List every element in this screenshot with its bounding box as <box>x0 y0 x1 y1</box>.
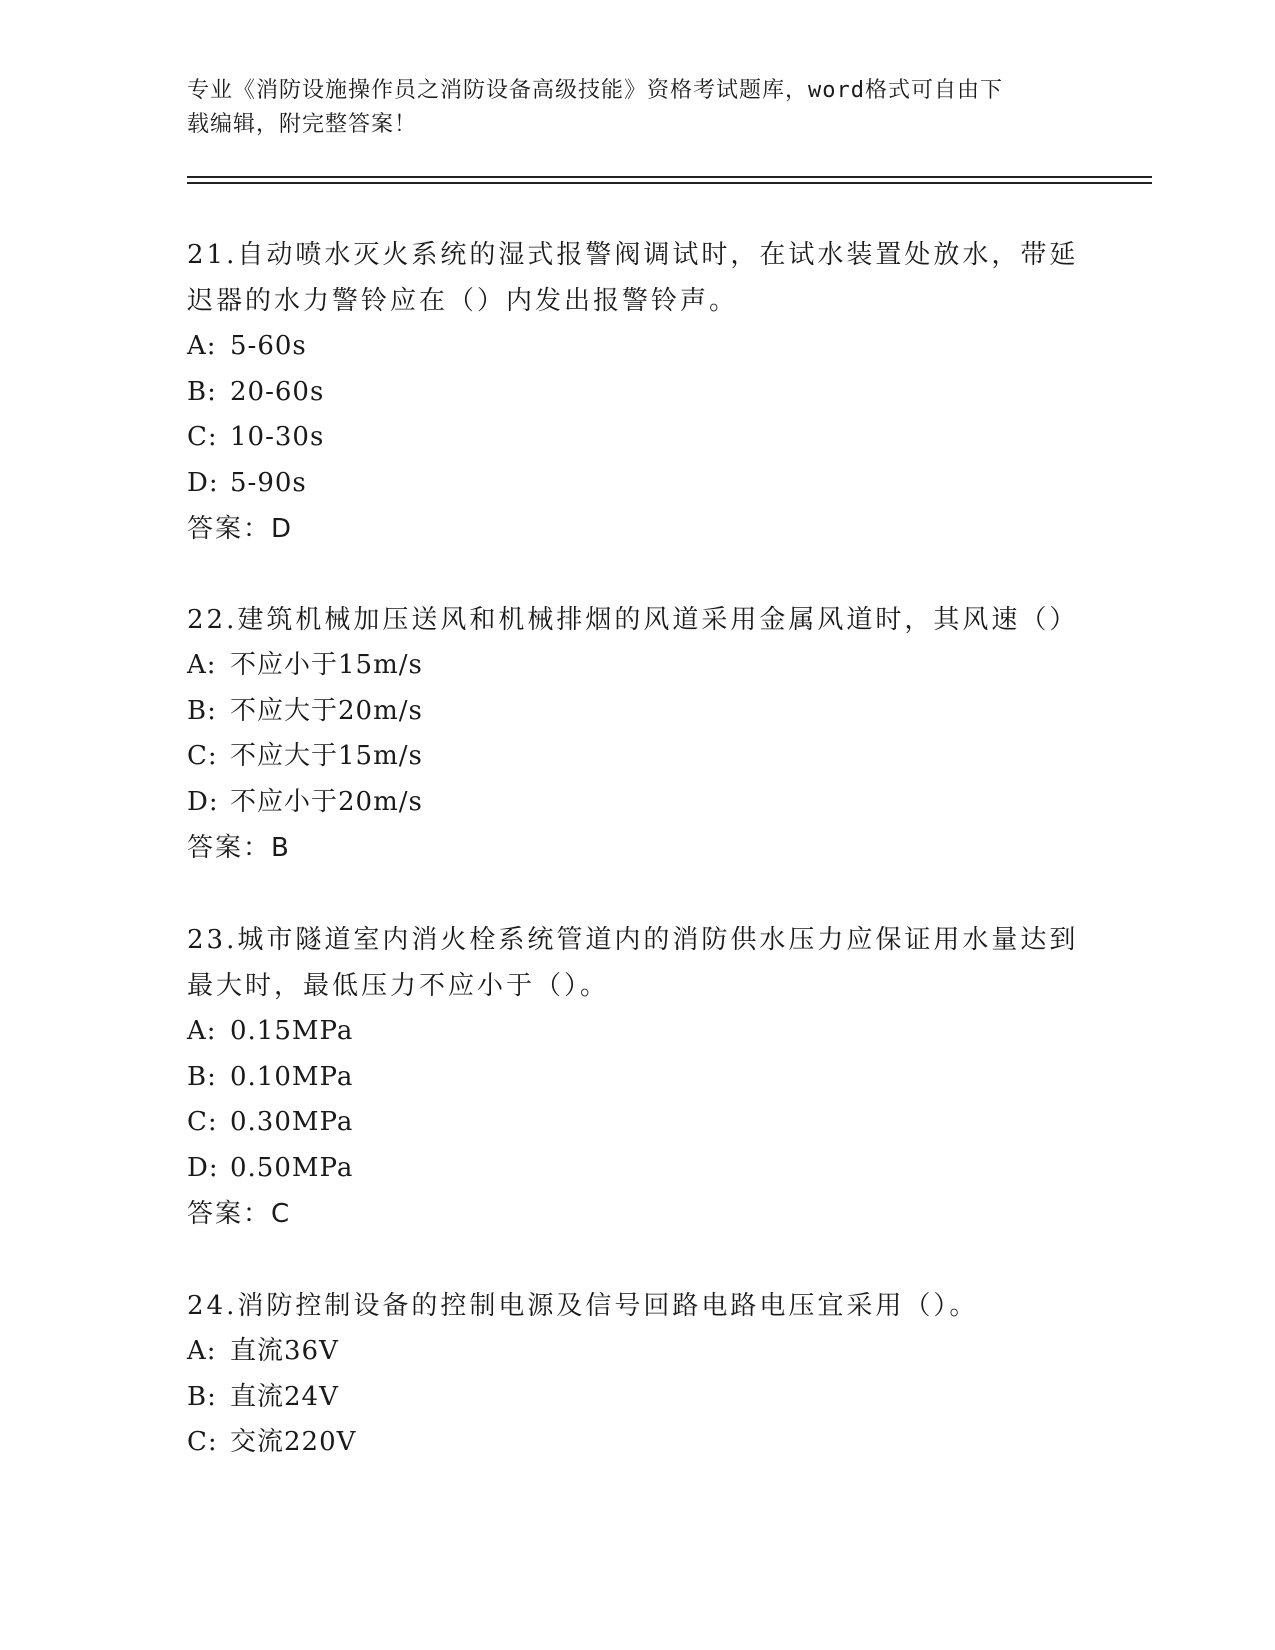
option-text: 不应小于15m/s <box>230 650 423 680</box>
document-header <box>187 74 1067 142</box>
question-21 <box>187 232 1087 552</box>
option-text: 5-90s <box>230 467 307 498</box>
option-a <box>187 1009 1087 1055</box>
question-23 <box>187 917 1087 1237</box>
question-22 <box>187 597 1087 871</box>
option-letter: C: <box>187 1107 218 1137</box>
option-text: 5-60s <box>230 331 307 361</box>
option-text: 0.50MPa <box>230 1152 354 1183</box>
option-d <box>187 780 1087 826</box>
question-text-line: 24.消防控制设备的控制电源及信号回路电路电压宜采用（）。 <box>187 1291 979 1321</box>
option-d <box>187 1146 1087 1192</box>
option-letter: B: <box>187 376 217 407</box>
option-c <box>187 1100 1087 1146</box>
option-letter: B: <box>187 695 217 726</box>
option-c <box>187 734 1087 780</box>
question-text-line: 22.建筑机械加压送风和机械排烟的风道采用金属风道时，其风速（） <box>187 605 1079 635</box>
option-b <box>187 370 1087 416</box>
option-text: 直流24V <box>230 1381 339 1412</box>
question-text-line: 迟器的水力警铃应在（）内发出报警铃声。 <box>187 286 739 316</box>
option-a <box>187 1329 1087 1375</box>
option-d <box>187 461 1087 507</box>
option-letter: C: <box>187 741 218 771</box>
option-text: 不应小于20m/s <box>230 786 423 817</box>
option-letter: A: <box>187 650 217 680</box>
option-b <box>187 1055 1087 1101</box>
option-text: 10-30s <box>230 422 325 452</box>
option-text: 20-60s <box>230 376 325 407</box>
option-letter: C: <box>187 1427 218 1457</box>
header-line-1: 专业《消防设施操作员之消防设备高级技能》资格考试题库，word格式可自由下 <box>187 78 1003 103</box>
option-letter: D: <box>187 467 219 498</box>
option-letter: D: <box>187 786 219 817</box>
option-text: 交流220V <box>230 1427 357 1457</box>
question-24 <box>187 1283 1087 1466</box>
option-letter: B: <box>187 1061 217 1092</box>
header-divider-top <box>187 176 1152 178</box>
answer-line: 答案：C <box>187 1199 292 1229</box>
option-text: 0.10MPa <box>230 1061 354 1092</box>
option-letter: C: <box>187 422 218 452</box>
option-text: 0.30MPa <box>230 1107 354 1137</box>
option-a <box>187 643 1087 689</box>
option-letter: B: <box>187 1381 217 1412</box>
option-letter: D: <box>187 1152 219 1183</box>
option-b <box>187 1375 1087 1421</box>
question-text-line: 最大时，最低压力不应小于（）。 <box>187 971 610 1001</box>
option-text: 不应大于20m/s <box>230 695 423 726</box>
header-divider-bottom <box>187 182 1152 184</box>
question-text-line: 23.城市隧道室内消火栓系统管道内的消防供水压力应保证用水量达到 <box>187 925 1079 955</box>
answer-line: 答案：B <box>187 833 291 863</box>
option-c <box>187 415 1087 461</box>
option-b <box>187 689 1087 735</box>
option-text: 0.15MPa <box>230 1016 354 1046</box>
option-letter: A: <box>187 331 217 361</box>
option-letter: A: <box>187 1336 217 1366</box>
option-text: 直流36V <box>230 1336 339 1366</box>
answer-line: 答案：D <box>187 514 294 544</box>
option-text: 不应大于15m/s <box>230 741 423 771</box>
option-c <box>187 1420 1087 1466</box>
question-text-line: 21.自动喷水灭火系统的湿式报警阀调试时，在试水装置处放水，带延 <box>187 240 1079 270</box>
header-line-2: 载编辑，附完整答案！ <box>187 112 418 137</box>
option-letter: A: <box>187 1016 217 1046</box>
option-a <box>187 324 1087 370</box>
